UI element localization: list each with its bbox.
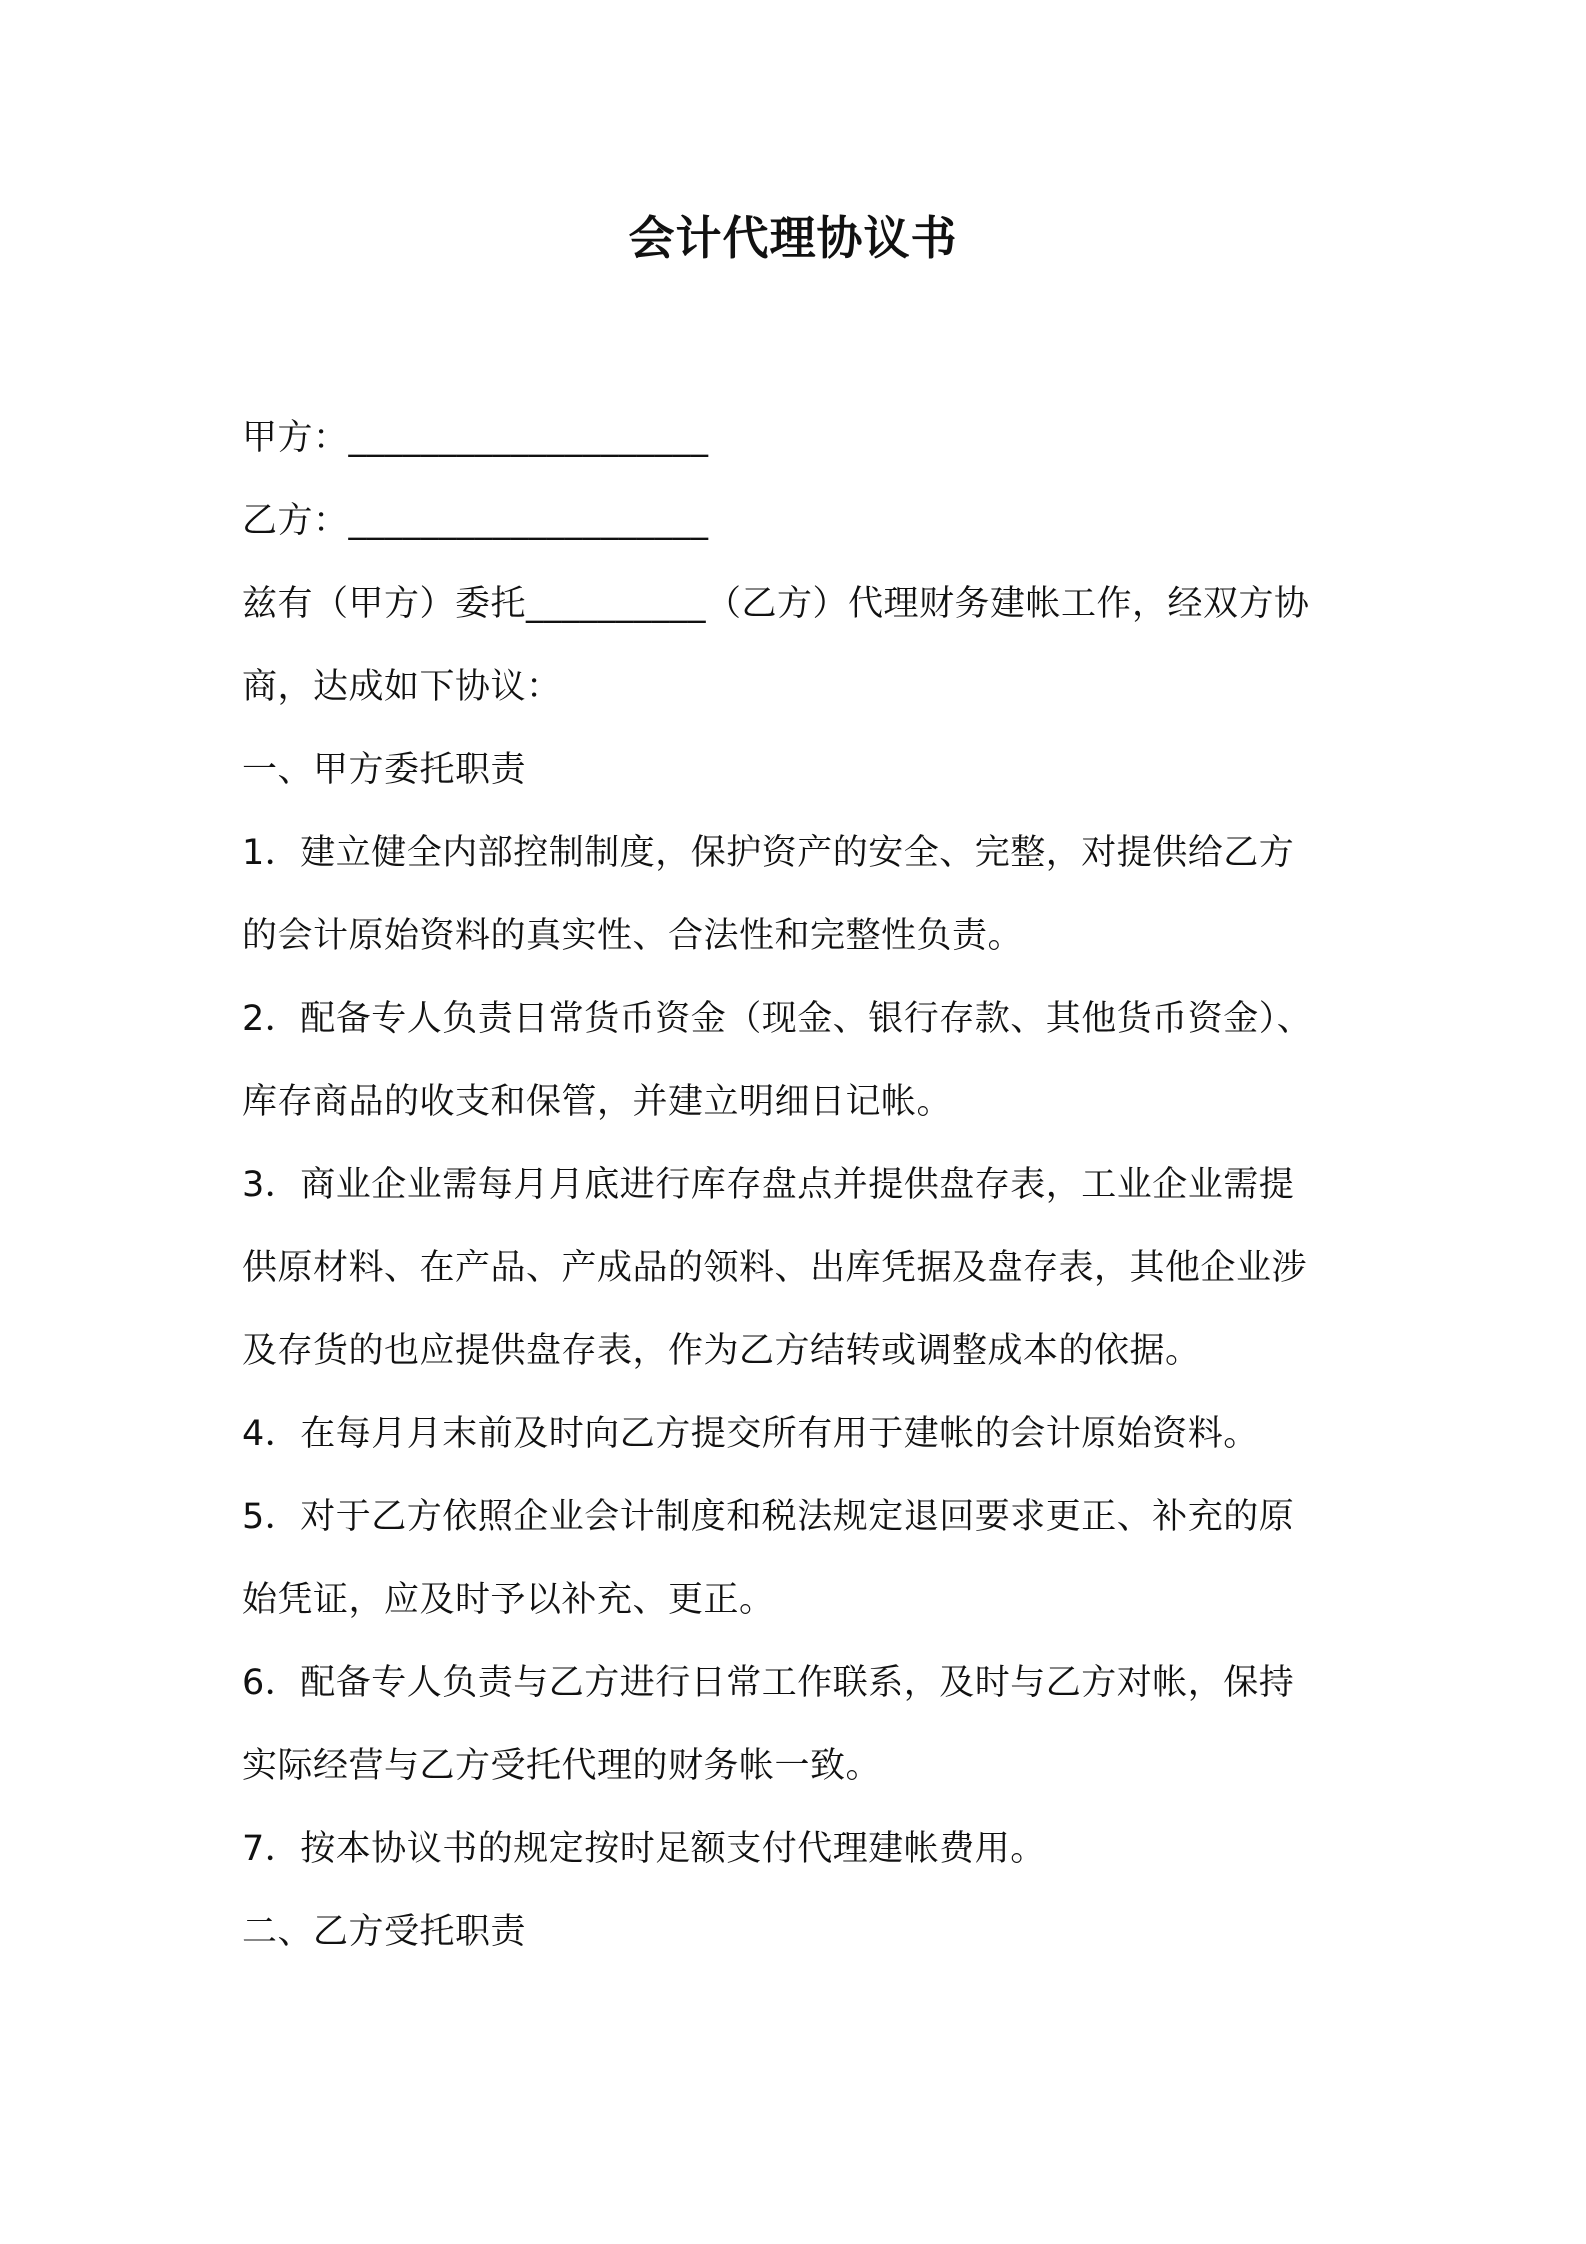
clause-line: 始凭证，应及时予以补充、更正。 xyxy=(242,1580,775,1620)
document-body xyxy=(242,408,1362,1985)
document-title: 会计代理协议书 xyxy=(628,211,958,265)
clause-line: 库存商品的收支和保管，并建立明细日记帐。 xyxy=(242,1082,953,1122)
clause-line: 实际经营与乙方受托代理的财务帐一致。 xyxy=(242,1746,882,1786)
clause-line: 6．配备专人负责与乙方进行日常工作联系，及时与乙方对帐，保持 xyxy=(242,1663,1295,1703)
clause-line: 2．配备专人负责日常货币资金（现金、银行存款、其他货币资金）、 xyxy=(242,999,1313,1039)
clause-line: 及存货的也应提供盘存表，作为乙方结转或调整成本的依据。 xyxy=(242,1331,1201,1371)
section-heading: 二、乙方受托职责 xyxy=(242,1912,527,1952)
clause-line: 1．建立健全内部控制制度，保护资产的安全、完整，对提供给乙方 xyxy=(242,833,1295,873)
section-heading: 一、甲方委托职责 xyxy=(242,750,527,790)
clause-line: 供原材料、在产品、产成品的领料、出库凭据及盘存表，其他企业涉 xyxy=(242,1248,1308,1288)
clause-line: 4．在每月月末前及时向乙方提交所有用于建帐的会计原始资料。 xyxy=(242,1414,1259,1454)
clause-line: 的会计原始资料的真实性、合法性和完整性负责。 xyxy=(242,916,1024,956)
clause-line: 3．商业企业需每月月底进行库存盘点并提供盘存表，工业企业需提 xyxy=(242,1165,1295,1205)
party-b-line: 乙方：____________________ xyxy=(242,501,709,541)
party-a-line: 甲方：____________________ xyxy=(242,418,709,458)
clause-line: 7．按本协议书的规定按时足额支付代理建帐费用。 xyxy=(242,1829,1046,1869)
clause-line: 5．对于乙方依照企业会计制度和税法规定退回要求更正、补充的原 xyxy=(242,1497,1295,1537)
paragraph-line: 兹有（甲方）委托__________（乙方）代理财务建帐工作，经双方协 xyxy=(242,584,1310,624)
paragraph-line: 商，达成如下协议： xyxy=(242,667,562,707)
